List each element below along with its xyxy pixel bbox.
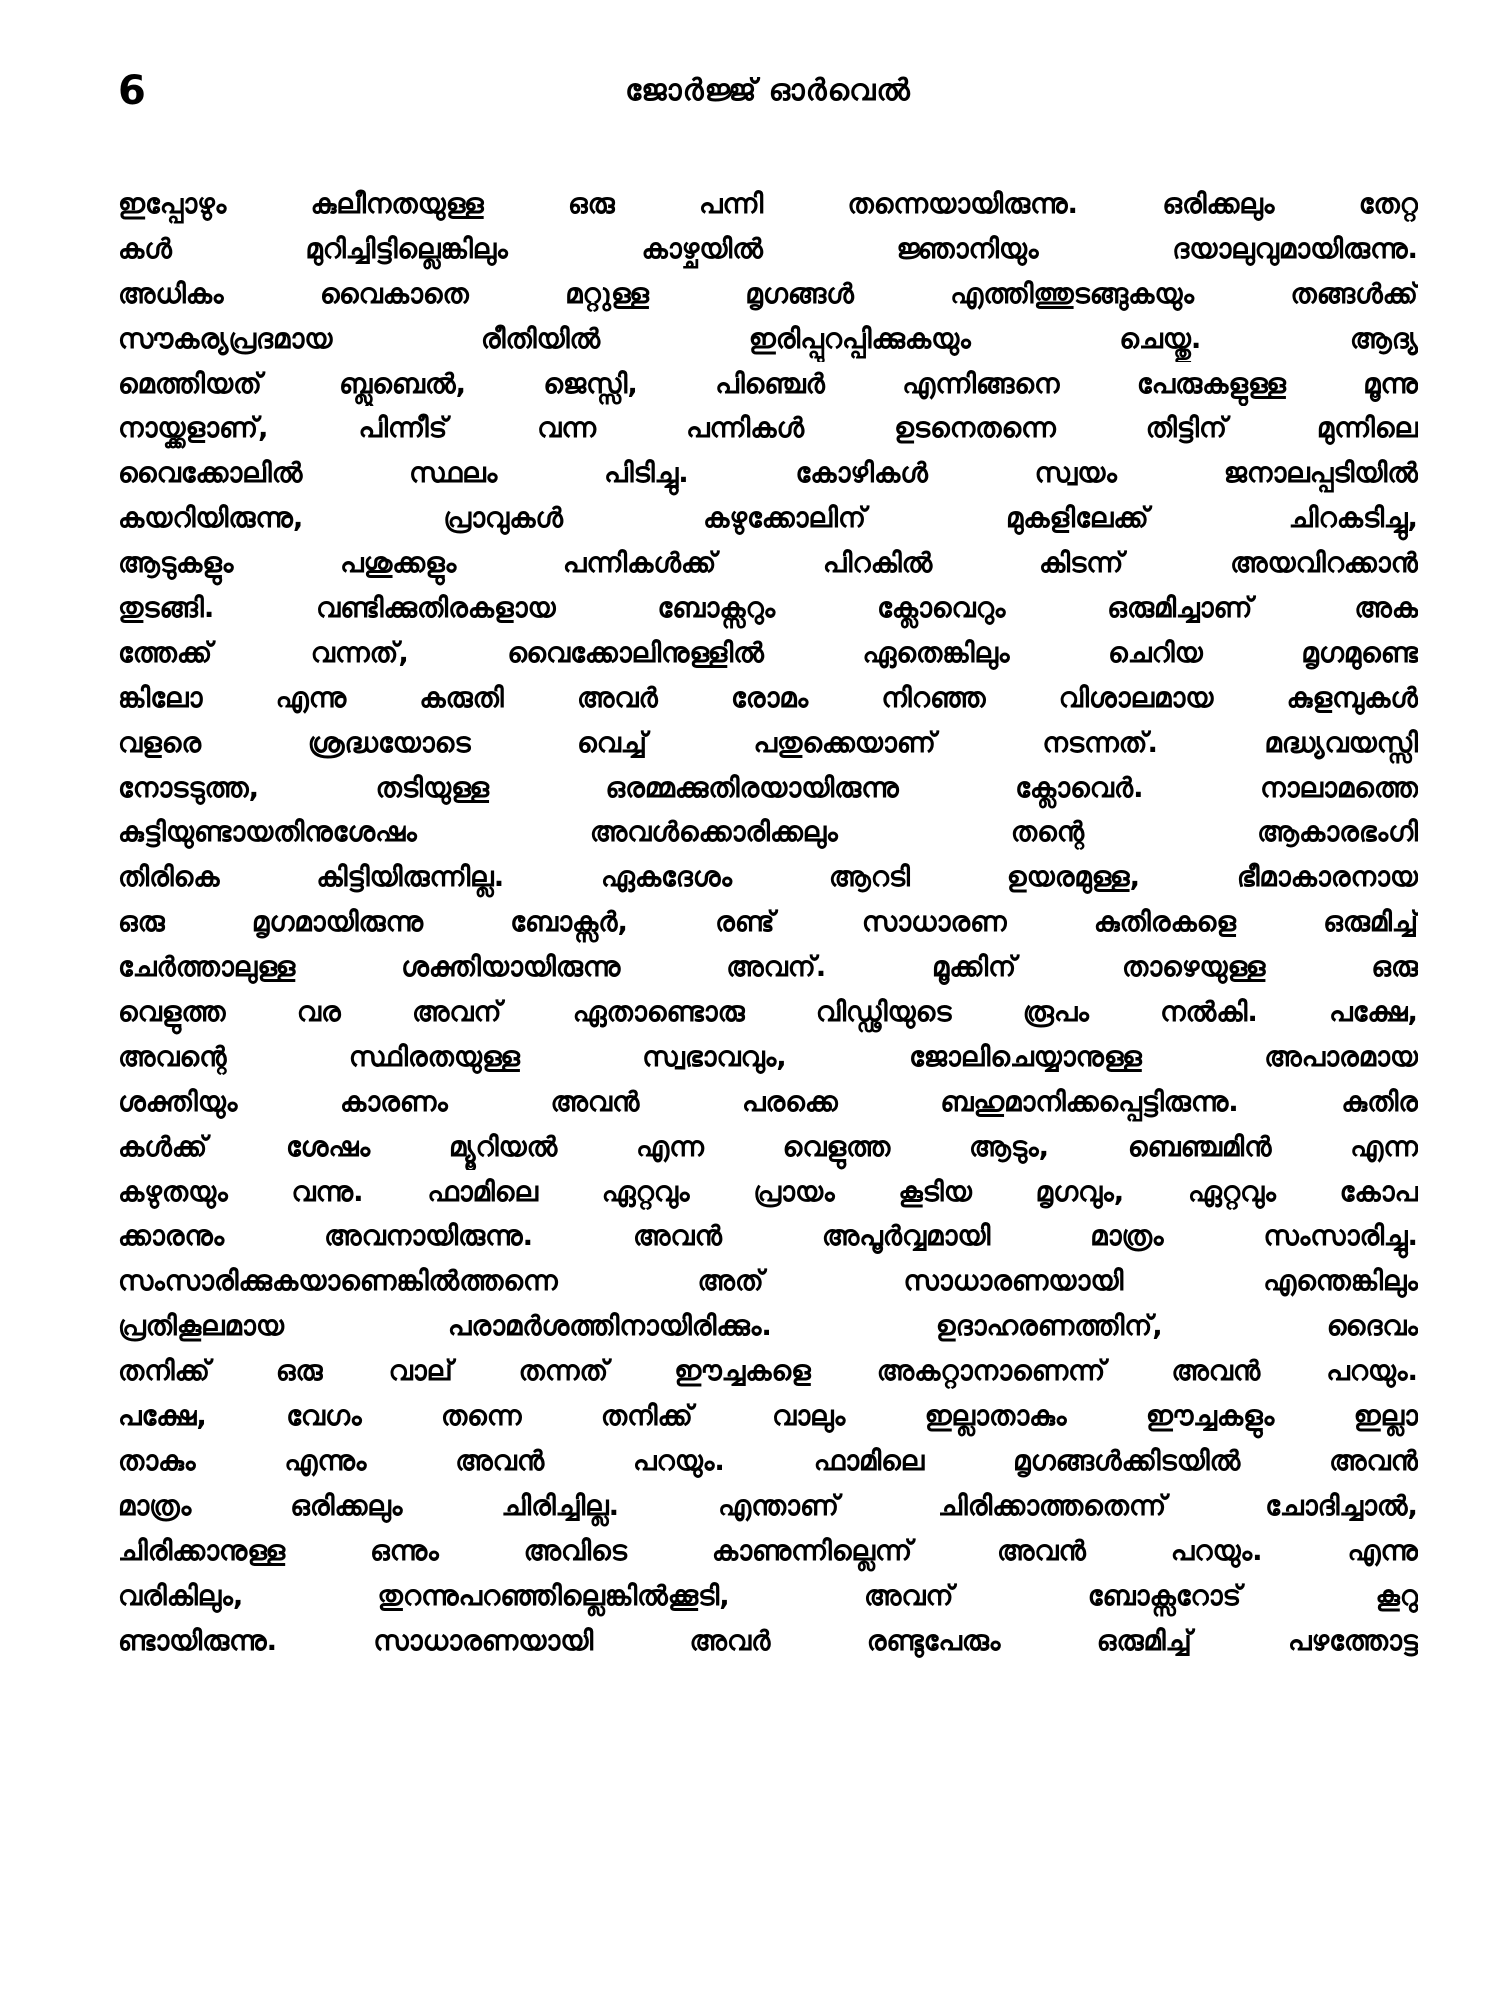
text-line: മാത്രം ഒരിക്കലും ചിരിച്ചില്ല. എന്താണ് ചിരിക്കാത്തതെന്ന് ചോദിച്ചാൽ,: [118, 1489, 1418, 1522]
text-line: താകും എന്നും അവൻ പറയും. ഫാമിലെ മൃഗങ്ങൾക്കിടയിൽ അവൻ: [118, 1444, 1418, 1477]
text-line: നായ്ക്കളാണ്, പിന്നീട് വന്ന പന്നികൾ ഉടനെതന്നെ തിട്ടിന് മുന്നിലെ: [118, 412, 1418, 445]
text-line: അവന്റെ സ്ഥിരതയുള്ള സ്വഭാവവും, ജോലിചെയ്യാനുള്ള അപാരമായ: [118, 1040, 1418, 1073]
text-line: കഴുതയും വന്നു. ഫാമിലെ ഏറ്റവും പ്രായം കൂടിയ മൃഗവും, ഏറ്റവും കോപ: [118, 1175, 1418, 1208]
text-line: ശക്തിയും കാരണം അവൻ പരക്കെ ബഹുമാനിക്കപ്പെട്ടിരുന്നു. കുതിര: [118, 1085, 1418, 1118]
text-line: ത്തേക്ക് വന്നത്, വൈക്കോലിനുള്ളിൽ ഏതെങ്കിലും ചെറിയ മൃഗമുണ്ടെ: [118, 636, 1418, 669]
text-line: തനിക്ക് ഒരു വാല് തന്നത് ഈച്ചകളെ അകറ്റാനാണെന്ന് അവൻ പറയും.: [118, 1355, 1418, 1388]
text-line: ചേർത്താലുള്ള ശക്തിയായിരുന്നു അവന്. മൂക്കിന് താഴെയുള്ള ഒരു: [118, 951, 1418, 984]
text-line: പ്രതികൂലമായ പരാമർശത്തിനായിരിക്കും. ഉദാഹരണത്തിന്, ദൈവം: [118, 1310, 1418, 1343]
page-number: 6: [118, 68, 146, 114]
running-header-author: ജോർജ്ജ് ഓർവെൽ: [625, 73, 911, 108]
text-line: മെത്തിയത് ബ്ലൂബെൽ, ജെസ്സി, പിഞ്ചെർ എന്നിങ്ങനെ പേരുകളുള്ള മൂന്നു: [118, 367, 1418, 400]
text-line: ണ്ടായിരുന്നു. സാധാരണയായി അവർ രണ്ടുപേരും ഒരുമിച്ച് പഴത്തോട്ട: [118, 1624, 1418, 1657]
text-line: ഇപ്പോഴും കുലീനതയുള്ള ഒരു പന്നി തന്നെയായിരുന്നു. ഒരിക്കലും തേറ്റ: [118, 188, 1418, 220]
text-line: നോടടുത്ത, തടിയുള്ള ഒരമ്മക്കുതിരയായിരുന്നു ക്ലോവെർ. നാലാമത്തെ: [118, 771, 1418, 804]
text-line: ചിരിക്കാനുള്ള ഒന്നും അവിടെ കാണുന്നില്ലെന്ന് അവൻ പറയും. എന്നു: [118, 1534, 1418, 1567]
text-line: കയറിയിരുന്നു, പ്രാവുകൾ കഴുക്കോലിന് മുകളിലേക്ക് ചിറകടിച്ചു,: [118, 502, 1418, 535]
text-line: ആടുകളും പശുക്കളും പന്നികൾക്ക് പിറകിൽ കിടന്ന് അയവിറക്കാൻ: [118, 547, 1418, 580]
text-line: ക്കാരനും അവനായിരുന്നു. അവൻ അപൂർവ്വമായി മാത്രം സംസാരിച്ചു.: [118, 1220, 1418, 1253]
text-line: സംസാരിക്കുകയാണെങ്കിൽത്തന്നെ അത് സാധാരണയായി എന്തെങ്കിലും: [118, 1265, 1418, 1298]
body-text: [118, 182, 1418, 1663]
text-line: കൾക്ക് ശേഷം മ്യൂറിയൽ എന്ന വെളുത്ത ആടും, ബെഞ്ചമിൻ എന്ന: [118, 1130, 1418, 1163]
text-line: വൈക്കോലിൽ സ്ഥലം പിടിച്ചു. കോഴികൾ സ്വയം ജനാലപ്പടിയിൽ: [118, 457, 1418, 490]
text-line: വരികിലും, തുറന്നുപറഞ്ഞില്ലെങ്കിൽക്കൂടി, അവന് ബോക്സറോട് കൂറു: [118, 1579, 1418, 1612]
text-line: കൾ മുറിച്ചിട്ടില്ലെങ്കിലും കാഴ്ചയിൽ ജ്ഞാനിയും ദയാലുവുമായിരുന്നു.: [118, 232, 1418, 265]
running-header: [118, 66, 1418, 116]
text-line: പക്ഷേ, വേഗം തന്നെ തനിക്ക് വാലും ഇല്ലാതാകും ഈച്ചകളും ഇല്ലാ: [118, 1400, 1418, 1433]
text-line: അധികം വൈകാതെ മറ്റുള്ള മൃഗങ്ങൾ എത്തിത്തുടങ്ങുകയും തങ്ങൾക്ക്: [118, 277, 1418, 310]
text-line: കുട്ടിയുണ്ടായതിനുശേഷം അവൾക്കൊരിക്കലും തന്റെ ആകാരഭംഗി: [118, 816, 1418, 849]
text-line: വളരെ ശ്രദ്ധയോടെ വെച്ച് പതുക്കെയാണ് നടന്നത്. മദ്ധ്യവയസ്സി: [118, 726, 1418, 759]
text-line: സൗകര്യപ്രദമായ രീതിയിൽ ഇരിപ്പുറപ്പിക്കുകയും ചെയ്തു. ആദ്യ: [118, 322, 1418, 355]
text-line: തുടങ്ങി. വണ്ടിക്കുതിരകളായ ബോക്സറും ക്ലോവെറും ഒരുമിച്ചാണ് അക: [118, 592, 1418, 625]
text-line: ഒരു മൃഗമായിരുന്നു ബോക്സർ, രണ്ട് സാധാരണ കുതിരകളെ ഒരുമിച്ച്: [118, 906, 1418, 939]
text-line: തിരികെ കിട്ടിയിരുന്നില്ല. ഏകദേശം ആറടി ഉയരമുള്ള, ഭീമാകാരനായ: [118, 861, 1418, 894]
text-line: ങ്കിലോ എന്നു കരുതി അവർ രോമം നിറഞ്ഞ വിശാലമായ കുളമ്പുകൾ: [118, 681, 1418, 714]
text-line: വെളുത്ത വര അവന് ഏതാണ്ടൊരു വിഡ്ഢിയുടെ രൂപം നൽകി. പക്ഷേ,: [118, 996, 1418, 1029]
